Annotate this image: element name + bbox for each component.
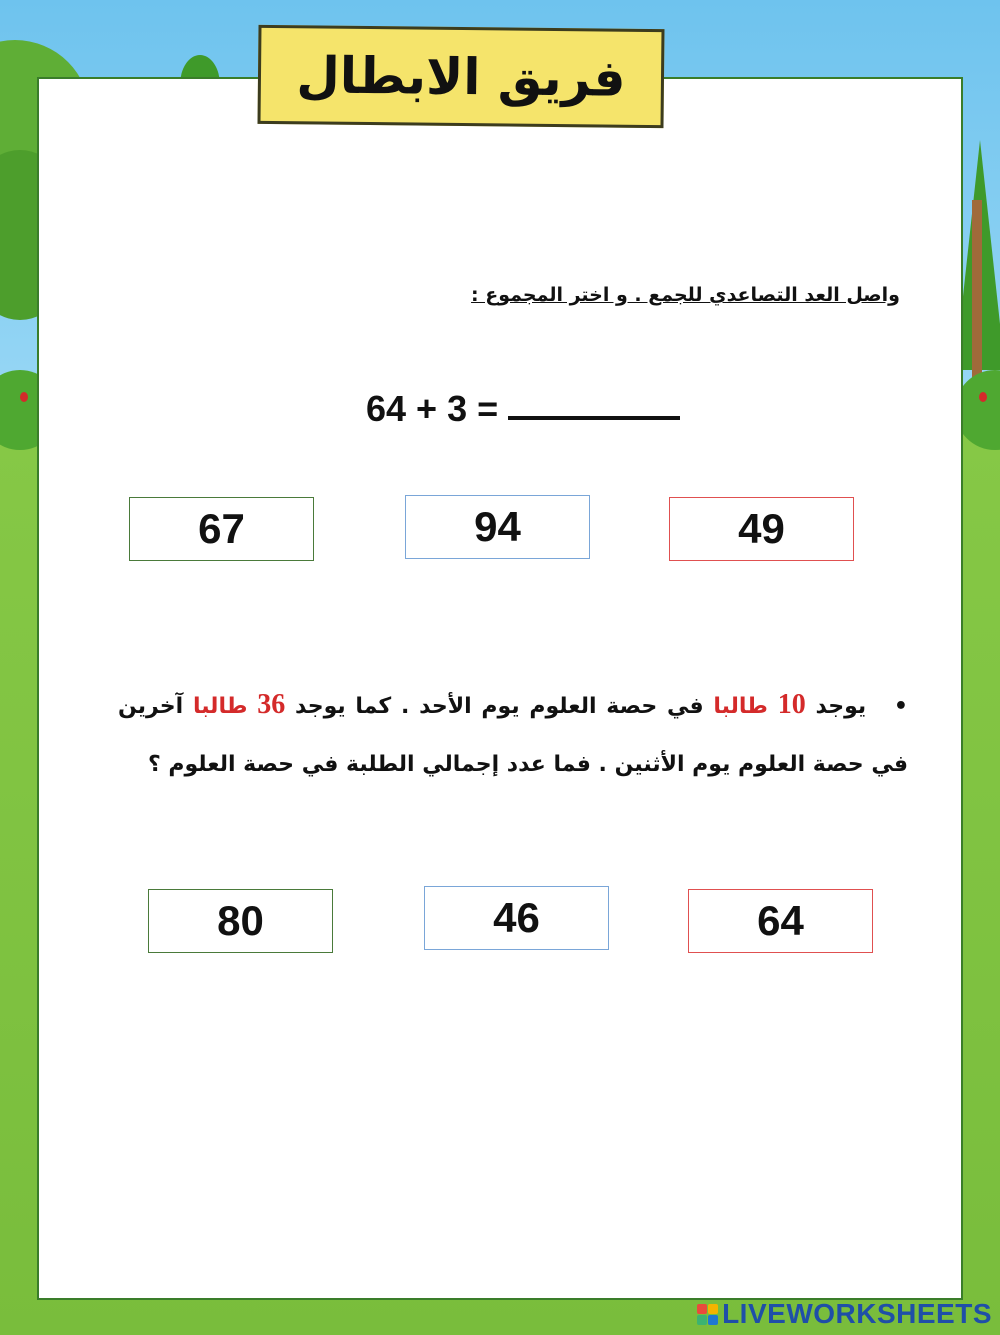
berry-left (20, 392, 28, 402)
equation-text: 64 + 3 = (366, 388, 499, 429)
problem-number-2: 36 (257, 689, 286, 720)
page-title: فريق الابطال (296, 45, 626, 108)
task2-choice-2[interactable]: 46 (424, 886, 609, 950)
answer-blank (508, 416, 680, 420)
task2-choice-3[interactable]: 64 (688, 889, 873, 953)
bullet-icon: • (893, 694, 908, 719)
liveworksheets-logo-icon (697, 1304, 718, 1325)
task1-choice-2[interactable]: 94 (405, 495, 590, 559)
problem-word-1: طالبا (713, 694, 768, 719)
liveworksheets-logo-text: LIVEWORKSHEETS (722, 1298, 992, 1329)
task1-equation (366, 386, 680, 432)
liveworksheets-logo (697, 1298, 992, 1330)
task2-word-problem (118, 676, 908, 794)
problem-word-2: طالبا (192, 694, 248, 719)
problem-text-2: في حصة العلوم يوم الأحد . كما يوجد (295, 694, 704, 719)
problem-text-3: آخرين في حصة العلوم يوم الأثنين . فما عدد إجمالي الطلبة في حصة العلوم ؟ (118, 694, 908, 777)
problem-text-1: يوجد (815, 694, 867, 719)
task1-choice-3[interactable]: 49 (669, 497, 854, 561)
task2-choice-1[interactable]: 80 (148, 889, 333, 953)
problem-number-1: 10 (777, 689, 806, 720)
title-banner (257, 25, 664, 128)
tree-trunk-right (972, 200, 982, 380)
task1-instruction: واصل العد التصاعدي للجمع . و اختر المجموع : (471, 284, 900, 306)
berry-right (979, 392, 987, 402)
task1-choice-1[interactable]: 67 (129, 497, 314, 561)
